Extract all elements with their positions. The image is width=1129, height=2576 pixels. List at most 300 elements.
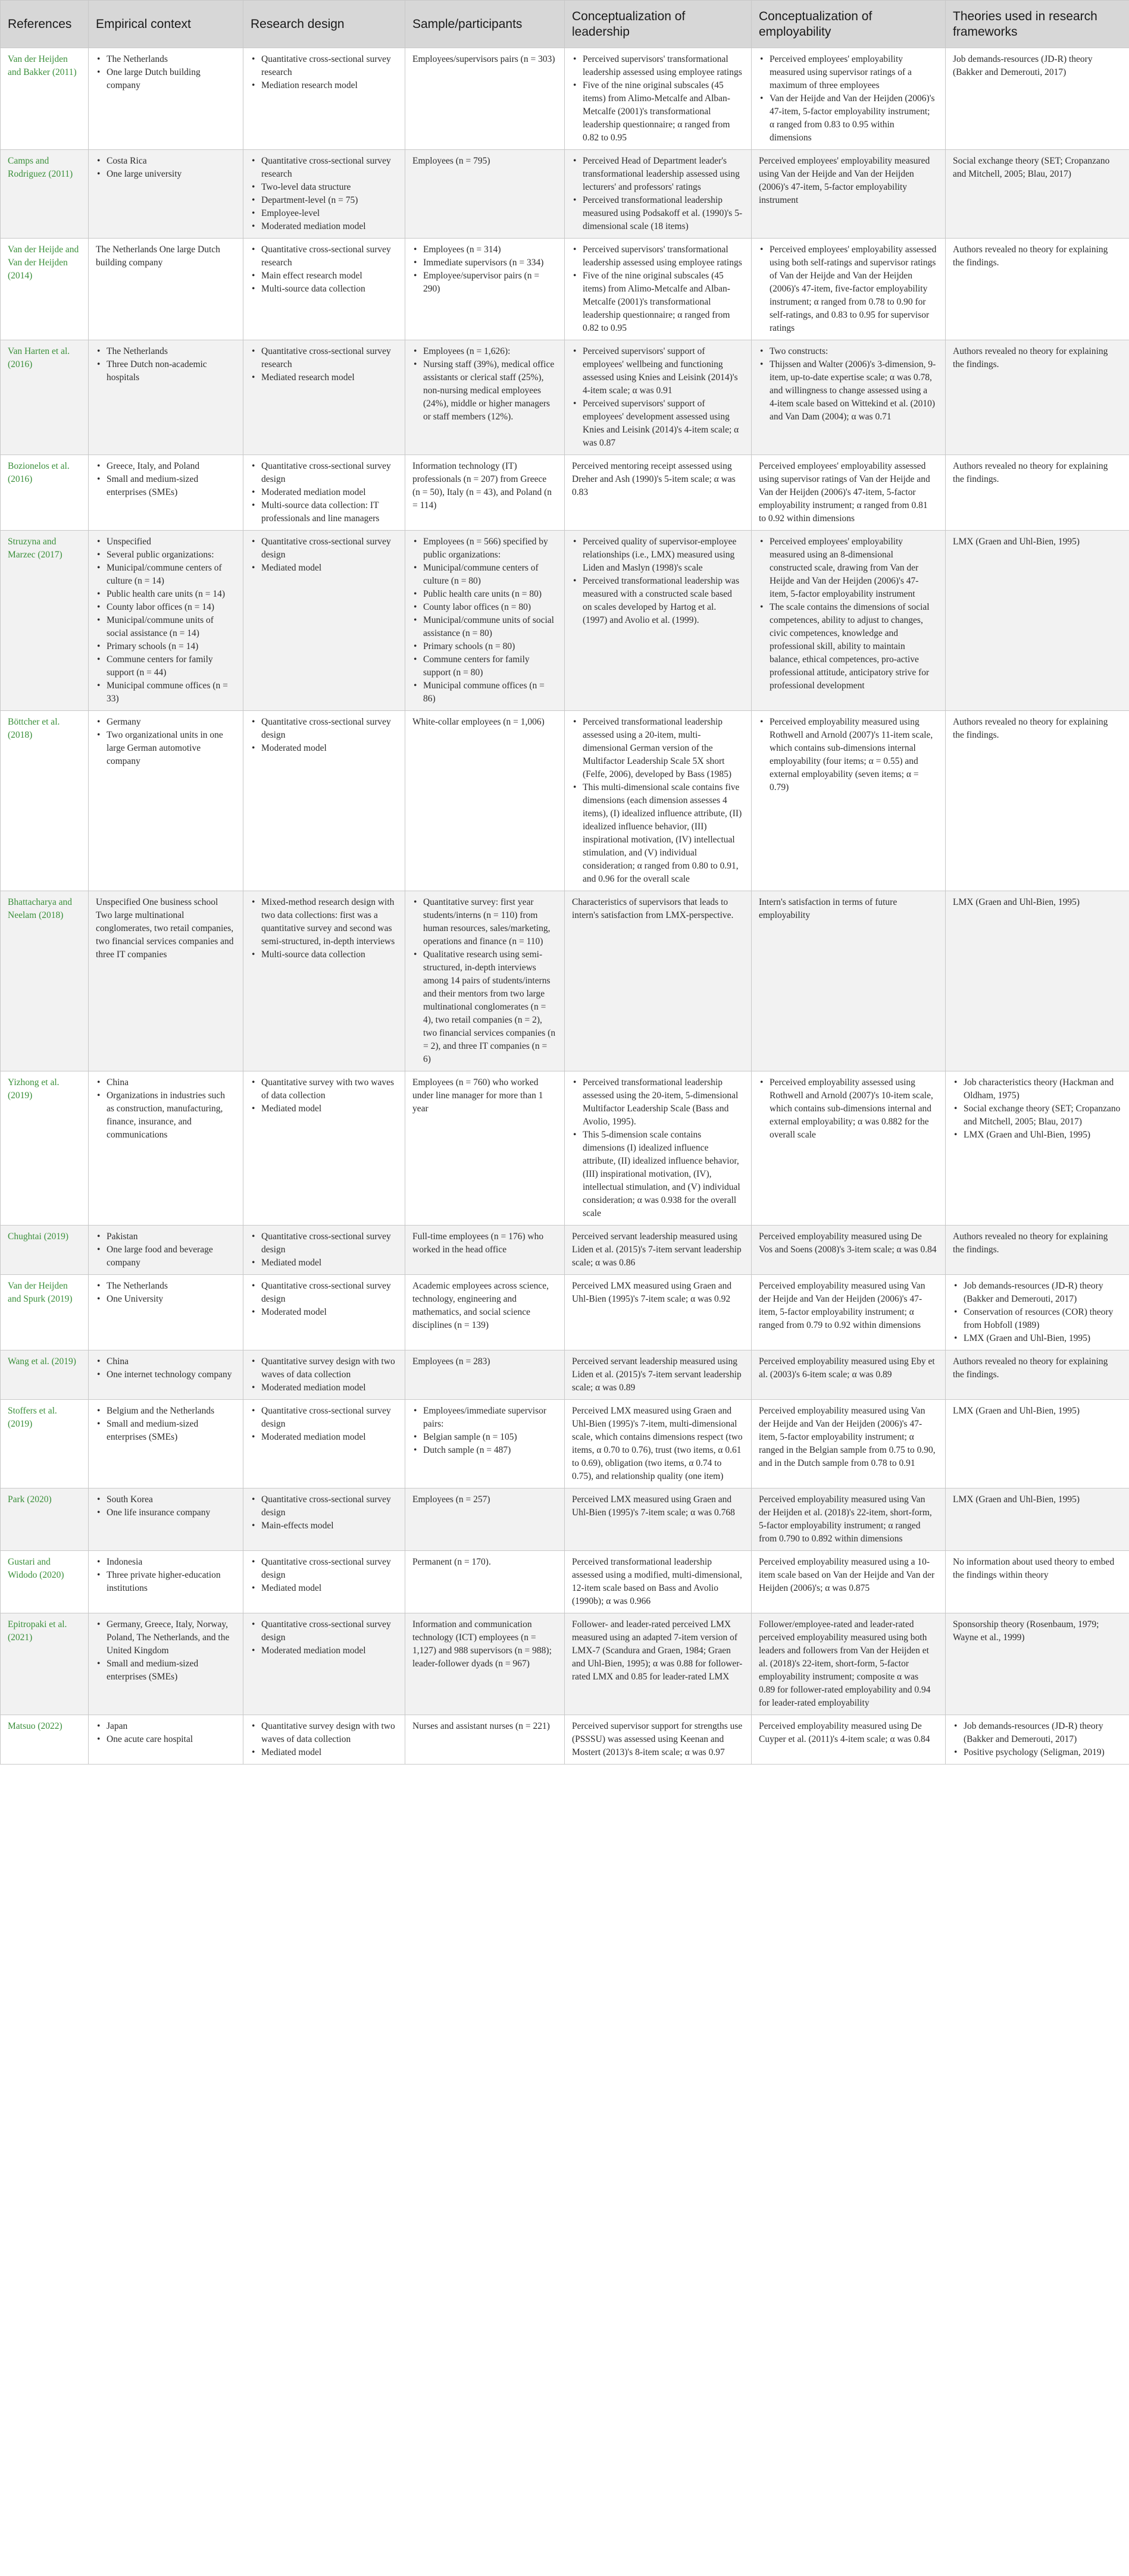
header-row bbox=[1, 1, 1129, 48]
cell-empirical-context bbox=[89, 1613, 243, 1715]
bullet-item: • Commune centers for family support (n = 80) bbox=[423, 653, 556, 679]
table-row bbox=[1, 1400, 1129, 1488]
cell-theories bbox=[946, 48, 1129, 150]
bullet-item: • Moderated mediation model bbox=[261, 486, 396, 499]
bullet-item: • Multi-source data collection: IT professionals and line managers bbox=[261, 499, 396, 525]
bullet-item: • Van der Heijde and Van der Heijden (2006)'s 47-item, 5-factor employability instrument; α ranged from 0.83 to 0.95 within dimensions bbox=[770, 92, 937, 145]
reference-link[interactable]: Struzyna and Marzec (2017) bbox=[8, 537, 62, 560]
bullet-list bbox=[251, 1556, 396, 1595]
cell-research-design bbox=[243, 1551, 405, 1613]
cell-research-design bbox=[243, 239, 405, 340]
cell-empirical-context bbox=[89, 711, 243, 891]
cell-text: Information technology (IT) professionals (n = 207) from Greece (n = 50), Italy (n = 43), and Poland (n = 114) bbox=[412, 461, 552, 510]
bullet-list bbox=[759, 1076, 937, 1142]
table-row bbox=[1, 1488, 1129, 1551]
bullet-list bbox=[96, 460, 234, 499]
cell-reference bbox=[1, 1488, 89, 1551]
cell-leadership bbox=[565, 1715, 752, 1765]
bullet-item: • China bbox=[107, 1355, 234, 1368]
cell-reference bbox=[1, 1350, 89, 1400]
bullet-item: • Municipal commune offices (n = 86) bbox=[423, 679, 556, 706]
bullet-list bbox=[251, 1355, 396, 1394]
bullet-item: • Quantitative cross-sectional survey design bbox=[261, 1493, 396, 1519]
cell-sample bbox=[405, 48, 565, 150]
cell-text: Follower/employee-rated and leader-rated perceived employability measured using both leaders and followers from Van der Heijden et al. (2018)'s 22-item, short-form, 5-factor employability instrument; composite α was 0.89 for follower-rated employability and 0.94 for leader-rated employability bbox=[759, 1619, 931, 1708]
bullet-list bbox=[953, 1720, 1121, 1759]
cell-text: Information and communication technology (ICT) employees (n = 1,127) and 988 supervisors (n = 988); leader-follower dyads (n = 967) bbox=[412, 1619, 552, 1669]
bullet-item: • Conservation of resources (COR) theory from Hobfoll (1989) bbox=[964, 1306, 1121, 1332]
cell-theories bbox=[946, 1226, 1129, 1275]
cell-empirical-context bbox=[89, 48, 243, 150]
bullet-item: • LMX (Graen and Uhl-Bien, 1995) bbox=[964, 1129, 1121, 1142]
bullet-item: • Perceived employability assessed using Rothwell and Arnold (2007)'s 10-item scale, which contains sub-dimensions internal and external employability; α was 0.882 for the overall scale bbox=[770, 1076, 937, 1142]
bullet-item: • Main-effects model bbox=[261, 1519, 396, 1533]
bullet-item: • Moderated model bbox=[261, 742, 396, 755]
header-research-design: Research design bbox=[243, 1, 405, 48]
bullet-item: • Municipal/commune units of social assistance (n = 14) bbox=[107, 614, 234, 640]
bullet-item: • Job characteristics theory (Hackman and Oldham, 1975) bbox=[964, 1076, 1121, 1102]
reference-link[interactable]: Chughtai (2019) bbox=[8, 1231, 69, 1242]
bullet-item: • Quantitative cross-sectional survey design bbox=[261, 1618, 396, 1644]
table-row bbox=[1, 531, 1129, 711]
header-references: References bbox=[1, 1, 89, 48]
cell-text: Perceived employability measured using Van der Heijde and Van der Heijden (2006)'s 47-item, 5-factor employability instrument; α ranged in the Belgian sample from 0.75 to 0.90, and in the Dutch sample from 0.78 to 0.91 bbox=[759, 1406, 936, 1468]
cell-sample bbox=[405, 531, 565, 711]
bullet-item: • China bbox=[107, 1076, 234, 1089]
reference-link[interactable]: Van Harten et al. (2016) bbox=[8, 346, 70, 369]
bullet-item: • Greece, Italy, and Poland bbox=[107, 460, 234, 473]
cell-employability bbox=[752, 531, 946, 711]
cell-reference bbox=[1, 1400, 89, 1488]
bullet-list bbox=[412, 896, 556, 1066]
cell-text: Full-time employees (n = 176) who worked in the head office bbox=[412, 1231, 544, 1255]
cell-sample bbox=[405, 455, 565, 531]
cell-employability bbox=[752, 1071, 946, 1226]
cell-empirical-context bbox=[89, 1226, 243, 1275]
cell-text: Perceived employability measured using De Vos and Soens (2008)'s 3-item scale; α was 0.84 bbox=[759, 1231, 937, 1255]
bullet-item: • Two-level data structure bbox=[261, 181, 396, 194]
cell-empirical-context bbox=[89, 1488, 243, 1551]
cell-reference bbox=[1, 1275, 89, 1350]
reference-link[interactable]: Van der Heijden and Bakker (2011) bbox=[8, 54, 77, 77]
bullet-item: • Mixed-method research design with two data collections: first was a quantitative survey and second was semi-structured, in-depth interviews bbox=[261, 896, 396, 948]
cell-research-design bbox=[243, 1400, 405, 1488]
cell-empirical-context bbox=[89, 1071, 243, 1226]
bullet-item: • Mediated model bbox=[261, 1746, 396, 1759]
bullet-list bbox=[759, 345, 937, 424]
cell-text: Authors revealed no theory for explaining the findings. bbox=[953, 1231, 1108, 1255]
cell-leadership bbox=[565, 1400, 752, 1488]
cell-text: Employees (n = 283) bbox=[412, 1356, 490, 1367]
cell-empirical-context bbox=[89, 1400, 243, 1488]
cell-research-design bbox=[243, 711, 405, 891]
cell-text: Intern's satisfaction in terms of future employability bbox=[759, 897, 897, 920]
bullet-item: • Municipal commune offices (n = 33) bbox=[107, 679, 234, 706]
bullet-item: • Qualitative research using semi-structured, in-depth interviews among 14 pairs of students/interns and their mentors from two large multinational conglomerates (n = 4), two retail companies (n = 2), two financial services companies (n = 2), and three IT companies (n = 6) bbox=[423, 948, 556, 1066]
bullet-item: • Thijssen and Walter (2006)'s 3-dimension, 9-item, up-to-date expertise scale; α was 0.78, and willingness to change assessed using a 4-item scale based on Wittekind et al. (2010) and Van Dam (2004); α was 0.71 bbox=[770, 358, 937, 424]
header-sample-participants: Sample/participants bbox=[405, 1, 565, 48]
bullet-item: • Five of the nine original subscales (45 items) from Alimo-Metcalfe and Alban-Metcalfe (2001)'s transformational leadership questionnaire; α ranged from 0.82 to 0.95 bbox=[583, 79, 743, 145]
bullet-item: • Employees/immediate supervisor pairs: bbox=[423, 1405, 556, 1431]
bullet-list bbox=[572, 345, 743, 450]
cell-leadership bbox=[565, 1071, 752, 1226]
cell-text: Perceived supervisor support for strengths use (PSSSU) was assessed using Keenan and Mostert (2013)'s 8-item scale; α was 0.97 bbox=[572, 1721, 743, 1757]
bullet-item: • Germany, Greece, Italy, Norway, Poland, The Netherlands, and the United Kingdom bbox=[107, 1618, 234, 1657]
cell-text: White-collar employees (n = 1,006) bbox=[412, 717, 545, 727]
bullet-list bbox=[412, 345, 556, 424]
cell-text: Authors revealed no theory for explaining the findings. bbox=[953, 717, 1108, 740]
bullet-item: • Perceived supervisors' transformational leadership assessed using employee ratings bbox=[583, 53, 743, 79]
bullet-item: • Public health care units (n = 80) bbox=[423, 588, 556, 601]
bullet-item: • Perceived employees' employability measured using supervisor ratings of a maximum of three employees bbox=[770, 53, 937, 92]
cell-reference bbox=[1, 531, 89, 711]
cell-leadership bbox=[565, 1226, 752, 1275]
cell-reference bbox=[1, 1551, 89, 1613]
cell-research-design bbox=[243, 1071, 405, 1226]
bullet-item: • Small and medium-sized enterprises (SMEs) bbox=[107, 473, 234, 499]
cell-reference bbox=[1, 1613, 89, 1715]
reference-link[interactable]: Stoffers et al. (2019) bbox=[8, 1406, 57, 1429]
cell-text: Authors revealed no theory for explaining the findings. bbox=[953, 346, 1108, 369]
cell-text: Perceived LMX measured using Graen and Uhl-Bien (1995)'s 7-item scale; α was 0.768 bbox=[572, 1494, 735, 1518]
bullet-item: • Perceived transformational leadership measured using Podsakoff et al. (1990)'s 5-dimensional scale (18 items) bbox=[583, 194, 743, 233]
bullet-list bbox=[251, 1493, 396, 1533]
cell-research-design bbox=[243, 891, 405, 1071]
table-row bbox=[1, 1613, 1129, 1715]
cell-empirical-context bbox=[89, 455, 243, 531]
table-row bbox=[1, 239, 1129, 340]
bullet-list bbox=[572, 535, 743, 627]
reference-link[interactable]: Gustari and Widodo (2020) bbox=[8, 1557, 64, 1580]
cell-text: Perceived employability measured using Eby et al. (2003)'s 6-item scale; α was 0.89 bbox=[759, 1356, 935, 1380]
bullet-item: • Main effect research model bbox=[261, 269, 396, 283]
cell-research-design bbox=[243, 48, 405, 150]
cell-employability bbox=[752, 239, 946, 340]
bullet-list bbox=[96, 535, 234, 706]
cell-theories bbox=[946, 340, 1129, 455]
cell-employability bbox=[752, 150, 946, 239]
cell-reference bbox=[1, 711, 89, 891]
bullet-item: • Primary schools (n = 14) bbox=[107, 640, 234, 653]
cell-text: LMX (Graen and Uhl-Bien, 1995) bbox=[953, 537, 1080, 547]
bullet-item: • Employees (n = 566) specified by public organizations: bbox=[423, 535, 556, 562]
cell-text: Perceived LMX measured using Graen and Uhl-Bien (1995)'s 7-item scale; α was 0.92 bbox=[572, 1281, 732, 1304]
cell-research-design bbox=[243, 1613, 405, 1715]
bullet-item: • Costa Rica bbox=[107, 155, 234, 168]
cell-text: No information about used theory to embed the findings within theory bbox=[953, 1557, 1115, 1580]
bullet-list bbox=[96, 345, 234, 384]
bullet-item: • One large Dutch building company bbox=[107, 66, 234, 92]
bullet-item: • South Korea bbox=[107, 1493, 234, 1506]
bullet-item: • Perceived transformational leadership assessed using the 20-item, 5-dimensional Multifactor Leadership Scale (Bass and Avolio, 1995). bbox=[583, 1076, 743, 1129]
cell-text: Authors revealed no theory for explaining the findings. bbox=[953, 245, 1108, 268]
cell-leadership bbox=[565, 150, 752, 239]
cell-sample bbox=[405, 1715, 565, 1765]
cell-theories bbox=[946, 1071, 1129, 1226]
cell-employability bbox=[752, 1613, 946, 1715]
cell-research-design bbox=[243, 150, 405, 239]
table-row bbox=[1, 1226, 1129, 1275]
cell-text: Unspecified One business school Two large multinational conglomerates, two retail companies, two financial services companies and three IT companies bbox=[96, 897, 234, 960]
bullet-item: • Multi-source data collection bbox=[261, 948, 396, 961]
cell-sample bbox=[405, 1275, 565, 1350]
cell-research-design bbox=[243, 1275, 405, 1350]
bullet-item: • Employee/supervisor pairs (n = 290) bbox=[423, 269, 556, 296]
table-header bbox=[1, 1, 1129, 48]
cell-research-design bbox=[243, 1488, 405, 1551]
cell-text: Employees/supervisors pairs (n = 303) bbox=[412, 54, 555, 64]
cell-text: Permanent (n = 170). bbox=[412, 1557, 491, 1567]
table-body bbox=[1, 48, 1129, 1765]
bullet-item: • Quantitative cross-sectional survey research bbox=[261, 243, 396, 269]
bullet-list bbox=[251, 716, 396, 755]
bullet-item: • Belgium and the Netherlands bbox=[107, 1405, 234, 1418]
bullet-item: • Quantitative cross-sectional survey research bbox=[261, 155, 396, 181]
bullet-item: • Japan bbox=[107, 1720, 234, 1733]
cell-text: Perceived employability measured using Van der Heijde and Van der Heijden (2006)'s 47-item, 5-factor employability instrument; α ranged from 0.79 to 0.92 within dimensions bbox=[759, 1281, 925, 1330]
cell-employability bbox=[752, 1715, 946, 1765]
cell-theories bbox=[946, 150, 1129, 239]
bullet-item: • Social exchange theory (SET; Cropanzano and Mitchell, 2005; Blau, 2017) bbox=[964, 1102, 1121, 1129]
table-row bbox=[1, 48, 1129, 150]
cell-text: Perceived LMX measured using Graen and Uhl-Bien (1995)'s 7-item, multi-dimensional scale, which contains dimensions respect (two items, α 0.70 to 0.76), trust (two items, α 0.61 to 0.69), obligation (two items, α 0.74 to 0.75), and relationship quality (one item) bbox=[572, 1406, 743, 1481]
reference-link[interactable]: Matsuo (2022) bbox=[8, 1721, 62, 1731]
bullet-item: • Quantitative survey design with two waves of data collection bbox=[261, 1720, 396, 1746]
bullet-list bbox=[412, 1405, 556, 1457]
bullet-item: • One large food and beverage company bbox=[107, 1243, 234, 1270]
cell-reference bbox=[1, 48, 89, 150]
bullet-item: • Mediated model bbox=[261, 1256, 396, 1270]
cell-research-design bbox=[243, 1226, 405, 1275]
cell-employability bbox=[752, 1551, 946, 1613]
cell-leadership bbox=[565, 455, 752, 531]
bullet-item: • Mediated model bbox=[261, 1102, 396, 1115]
bullet-item: • Immediate supervisors (n = 334) bbox=[423, 256, 556, 269]
cell-text: Employees (n = 795) bbox=[412, 156, 490, 166]
bullet-list bbox=[96, 1230, 234, 1270]
bullet-item: • The Netherlands bbox=[107, 1280, 234, 1293]
bullet-item: • Employees (n = 1,626): bbox=[423, 345, 556, 358]
bullet-item: • Perceived transformational leadership was measured with a constructed scale based on scales developed by Hartog et al. (1997) and Avolio et al. (1999). bbox=[583, 575, 743, 627]
cell-text: Academic employees across science, technology, engineering and mathematics, and social science disciplines (n = 139) bbox=[412, 1281, 549, 1330]
reference-link[interactable]: Böttcher et al. (2018) bbox=[8, 717, 60, 740]
cell-text: Perceived mentoring receipt assessed using Dreher and Ash (1990)'s 5-item scale; α was 0.83 bbox=[572, 461, 736, 497]
bullet-item: • Quantitative survey design with two waves of data collection bbox=[261, 1355, 396, 1381]
table-row bbox=[1, 1350, 1129, 1400]
cell-leadership bbox=[565, 239, 752, 340]
cell-text: Characteristics of supervisors that leads to intern's satisfaction from LMX-perspective. bbox=[572, 897, 734, 920]
cell-empirical-context bbox=[89, 1275, 243, 1350]
bullet-item: • Perceived employees' employability measured using an 8-dimensional constructed scale, drawing from Van der Heijde and Van der Heijden (2006)'s 47-item, 5-factor employability instrument bbox=[770, 535, 937, 601]
cell-text: Sponsorship theory (Rosenbaum, 1979; Wayne et al., 1999) bbox=[953, 1619, 1099, 1643]
bullet-item: • Moderated mediation model bbox=[261, 1431, 396, 1444]
bullet-item: • Organizations in industries such as construction, manufacturing, finance, insurance, and communications bbox=[107, 1089, 234, 1142]
cell-leadership bbox=[565, 1551, 752, 1613]
bullet-item: • Quantitative cross-sectional survey design bbox=[261, 1280, 396, 1306]
bullet-item: • Quantitative cross-sectional survey research bbox=[261, 345, 396, 371]
bullet-item: • Perceived Head of Department leader's transformational leadership assessed using lecturers' and professors' ratings bbox=[583, 155, 743, 194]
bullet-item: • Perceived transformational leadership assessed using a 20-item, multi-dimensional German version of the Multifactor Leadership Scale 5X short (Felfe, 2006), developed by Bass (1985) bbox=[583, 716, 743, 781]
bullet-item: • One large university bbox=[107, 168, 234, 181]
cell-reference bbox=[1, 455, 89, 531]
reference-link[interactable]: Wang et al. (2019) bbox=[8, 1356, 76, 1367]
bullet-item: • Small and medium-sized enterprises (SMEs) bbox=[107, 1657, 234, 1684]
cell-text: LMX (Graen and Uhl-Bien, 1995) bbox=[953, 1494, 1080, 1505]
cell-reference bbox=[1, 1226, 89, 1275]
cell-reference bbox=[1, 150, 89, 239]
bullet-item: • Dutch sample (n = 487) bbox=[423, 1444, 556, 1457]
bullet-item: • Moderated mediation model bbox=[261, 220, 396, 233]
cell-theories bbox=[946, 1400, 1129, 1488]
cell-theories bbox=[946, 1488, 1129, 1551]
cell-theories bbox=[946, 455, 1129, 531]
bullet-list bbox=[251, 896, 396, 961]
bullet-item: • One internet technology company bbox=[107, 1368, 234, 1381]
bullet-item: • Quantitative cross-sectional survey design bbox=[261, 1405, 396, 1431]
bullet-item: • The scale contains the dimensions of social competences, ability to adjust to changes, civic competences, knowledge and professional skill, ability to maintain balance, ethical competences, pro-active professional attitude, anticipatory strive for professional development bbox=[770, 601, 937, 692]
bullet-item: • This multi-dimensional scale contains five dimensions (each dimension assesses 4 items), (I) idealized influence attribute, (II) idealized influence behavior, (III) inspirational motivation, (IV) intellectual stimulation, and (V) individual consideration; α ranged from 0.80 to 0.91, and 0.96 for the overall scale bbox=[583, 781, 743, 886]
bullet-list bbox=[96, 53, 234, 92]
bullet-list bbox=[251, 535, 396, 575]
bullet-list bbox=[953, 1280, 1121, 1345]
bullet-list bbox=[251, 1618, 396, 1657]
reference-link[interactable]: Bhattacharya and Neelam (2018) bbox=[8, 897, 73, 920]
cell-empirical-context bbox=[89, 1551, 243, 1613]
reference-link[interactable]: Epitropaki et al. (2021) bbox=[8, 1619, 67, 1643]
cell-sample bbox=[405, 1400, 565, 1488]
bullet-list bbox=[759, 716, 937, 794]
bullet-list bbox=[251, 1076, 396, 1115]
cell-text: Perceived employability measured using Van der Heijden et al. (2018)'s 22-item, short-form, 5-factor employability instrument; α ranged from 0.790 to 0.892 within dimensions bbox=[759, 1494, 932, 1544]
bullet-list bbox=[96, 1355, 234, 1381]
bullet-item: • Primary schools (n = 80) bbox=[423, 640, 556, 653]
cell-leadership bbox=[565, 1275, 752, 1350]
bullet-item: • Public health care units (n = 14) bbox=[107, 588, 234, 601]
bullet-item: • Quantitative cross-sectional survey research bbox=[261, 53, 396, 79]
reference-link[interactable]: Van der Heijden and Spurk (2019) bbox=[8, 1281, 73, 1304]
reference-link[interactable]: Van der Heijde and Van der Heijden (2014) bbox=[8, 245, 79, 281]
cell-empirical-context bbox=[89, 239, 243, 340]
cell-sample bbox=[405, 891, 565, 1071]
bullet-item: • Several public organizations: bbox=[107, 549, 234, 562]
cell-text: Perceived employability measured using De Cuyper et al. (2011)'s 4-item scale; α was 0.84 bbox=[759, 1721, 930, 1744]
bullet-item: • Quantitative cross-sectional survey design bbox=[261, 1556, 396, 1582]
cell-leadership bbox=[565, 531, 752, 711]
cell-sample bbox=[405, 340, 565, 455]
cell-research-design bbox=[243, 1350, 405, 1400]
bullet-list bbox=[96, 1076, 234, 1142]
bullet-list bbox=[572, 243, 743, 335]
cell-reference bbox=[1, 1071, 89, 1226]
reference-link[interactable]: Park (2020) bbox=[8, 1494, 52, 1505]
reference-link[interactable]: Yizhong et al. (2019) bbox=[8, 1077, 60, 1101]
bullet-item: • Perceived supervisors' support of employees' development assessed using Knies and Leisink (2014)'s 4-item scale; α was 0.87 bbox=[583, 397, 743, 450]
bullet-item: • Department-level (n = 75) bbox=[261, 194, 396, 207]
bullet-list bbox=[759, 535, 937, 692]
cell-text: Perceived servant leadership measured using Liden et al. (2015)'s 7-item servant leadership scale; α was 0.89 bbox=[572, 1356, 742, 1393]
bullet-item: • Perceived employees' employability assessed using both self-ratings and supervisor ratings of Van der Heijde and Van der Heijden (2006)'s 47-item, five-factor employability instrument; α ranged from 0.78 to 0.90 for self-ratings, and 0.83 to 0.95 for supervisor ratings bbox=[770, 243, 937, 335]
bullet-item: • Three Dutch non-academic hospitals bbox=[107, 358, 234, 384]
cell-text: The Netherlands One large Dutch building company bbox=[96, 245, 220, 268]
cell-text: Perceived employees' employability assessed using supervisor ratings of Van der Heijde and Van der Heijden (2006)'s 47-item, 5-factor employability instrument; α ranged from 0.81 to 0.92 within dimensions bbox=[759, 461, 930, 524]
cell-text: Job demands-resources (JD-R) theory (Bakker and Demerouti, 2017) bbox=[953, 54, 1093, 77]
bullet-item: • Quantitative survey with two waves of data collection bbox=[261, 1076, 396, 1102]
bullet-list bbox=[251, 155, 396, 233]
cell-text: Perceived transformational leadership assessed using a modified, multi-dimensional, 12-item scale based on Bass and Avolio (1990b); α was 0.966 bbox=[572, 1557, 742, 1606]
cell-sample bbox=[405, 1350, 565, 1400]
cell-text: Social exchange theory (SET; Cropanzano and Mitchell, 2005; Blau, 2017) bbox=[953, 156, 1110, 179]
cell-research-design bbox=[243, 531, 405, 711]
cell-sample bbox=[405, 1488, 565, 1551]
cell-empirical-context bbox=[89, 1715, 243, 1765]
header-theories: Theories used in research frameworks bbox=[946, 1, 1129, 48]
bullet-item: • Job demands-resources (JD-R) theory (Bakker and Demerouti, 2017) bbox=[964, 1720, 1121, 1746]
bullet-item: • Moderated mediation model bbox=[261, 1381, 396, 1394]
reference-link[interactable]: Camps and Rodriguez (2011) bbox=[8, 156, 73, 179]
cell-employability bbox=[752, 891, 946, 1071]
cell-leadership bbox=[565, 1613, 752, 1715]
cell-text: Perceived servant leadership measured using Liden et al. (2015)'s 7-item servant leadership scale; α was 0.86 bbox=[572, 1231, 742, 1268]
cell-sample bbox=[405, 239, 565, 340]
header-conceptualization-employability: Conceptualization of employability bbox=[752, 1, 946, 48]
bullet-item: • Quantitative survey: first year students/interns (n = 110) from human resources, sales/marketing, operations and finance (n = 110) bbox=[423, 896, 556, 948]
bullet-list bbox=[251, 460, 396, 525]
bullet-item: • County labor offices (n = 80) bbox=[423, 601, 556, 614]
cell-text: Employees (n = 760) who worked under line manager for more than 1 year bbox=[412, 1077, 543, 1114]
bullet-item: • Employees (n = 314) bbox=[423, 243, 556, 256]
cell-theories bbox=[946, 1551, 1129, 1613]
table-row bbox=[1, 891, 1129, 1071]
cell-leadership bbox=[565, 48, 752, 150]
cell-sample bbox=[405, 1226, 565, 1275]
cell-leadership bbox=[565, 1488, 752, 1551]
bullet-list bbox=[96, 1280, 234, 1306]
bullet-item: • Quantitative cross-sectional survey design bbox=[261, 535, 396, 562]
bullet-list bbox=[251, 1405, 396, 1444]
cell-theories bbox=[946, 239, 1129, 340]
cell-text: Follower- and leader-rated perceived LMX measured using an adapted 7-item version of LMX-7 (Scandura and Graen, 1984; Graen and Uhl-Bien, 1995); α was 0.88 for follower-rated LMX and 0.85 for leader-rated LMX bbox=[572, 1619, 743, 1682]
bullet-list bbox=[759, 53, 937, 145]
cell-empirical-context bbox=[89, 1350, 243, 1400]
cell-employability bbox=[752, 48, 946, 150]
cell-text: Perceived employees' employability measured using Van der Heijde and Van der Heijden (2006)'s 47-item, 5-factor employability instrument bbox=[759, 156, 930, 205]
cell-empirical-context bbox=[89, 340, 243, 455]
cell-research-design bbox=[243, 340, 405, 455]
bullet-list bbox=[96, 155, 234, 181]
cell-employability bbox=[752, 711, 946, 891]
cell-employability bbox=[752, 455, 946, 531]
table-row bbox=[1, 340, 1129, 455]
bullet-item: • Mediated model bbox=[261, 562, 396, 575]
table-row bbox=[1, 455, 1129, 531]
cell-employability bbox=[752, 1350, 946, 1400]
cell-theories bbox=[946, 891, 1129, 1071]
cell-reference bbox=[1, 239, 89, 340]
cell-employability bbox=[752, 1226, 946, 1275]
bullet-item: • Germany bbox=[107, 716, 234, 729]
bullet-item: • This 5-dimension scale contains dimensions (I) idealized influence attribute, (II) idealized influence behavior, (III) inspirational motivation, (IV), intellectual stimulation, and (V) individual consideration; α was 0.938 for the overall scale bbox=[583, 1129, 743, 1220]
bullet-item: • Quantitative cross-sectional survey design bbox=[261, 1230, 396, 1256]
cell-text: Nurses and assistant nurses (n = 221) bbox=[412, 1721, 550, 1731]
cell-text: LMX (Graen and Uhl-Bien, 1995) bbox=[953, 1406, 1080, 1416]
bullet-item: • Moderated model bbox=[261, 1306, 396, 1319]
reference-link[interactable]: Bozionelos et al. (2016) bbox=[8, 461, 70, 484]
cell-leadership bbox=[565, 711, 752, 891]
bullet-item: • Mediated model bbox=[261, 1582, 396, 1595]
bullet-item: • One University bbox=[107, 1293, 234, 1306]
bullet-item: • The Netherlands bbox=[107, 345, 234, 358]
cell-theories bbox=[946, 1715, 1129, 1765]
